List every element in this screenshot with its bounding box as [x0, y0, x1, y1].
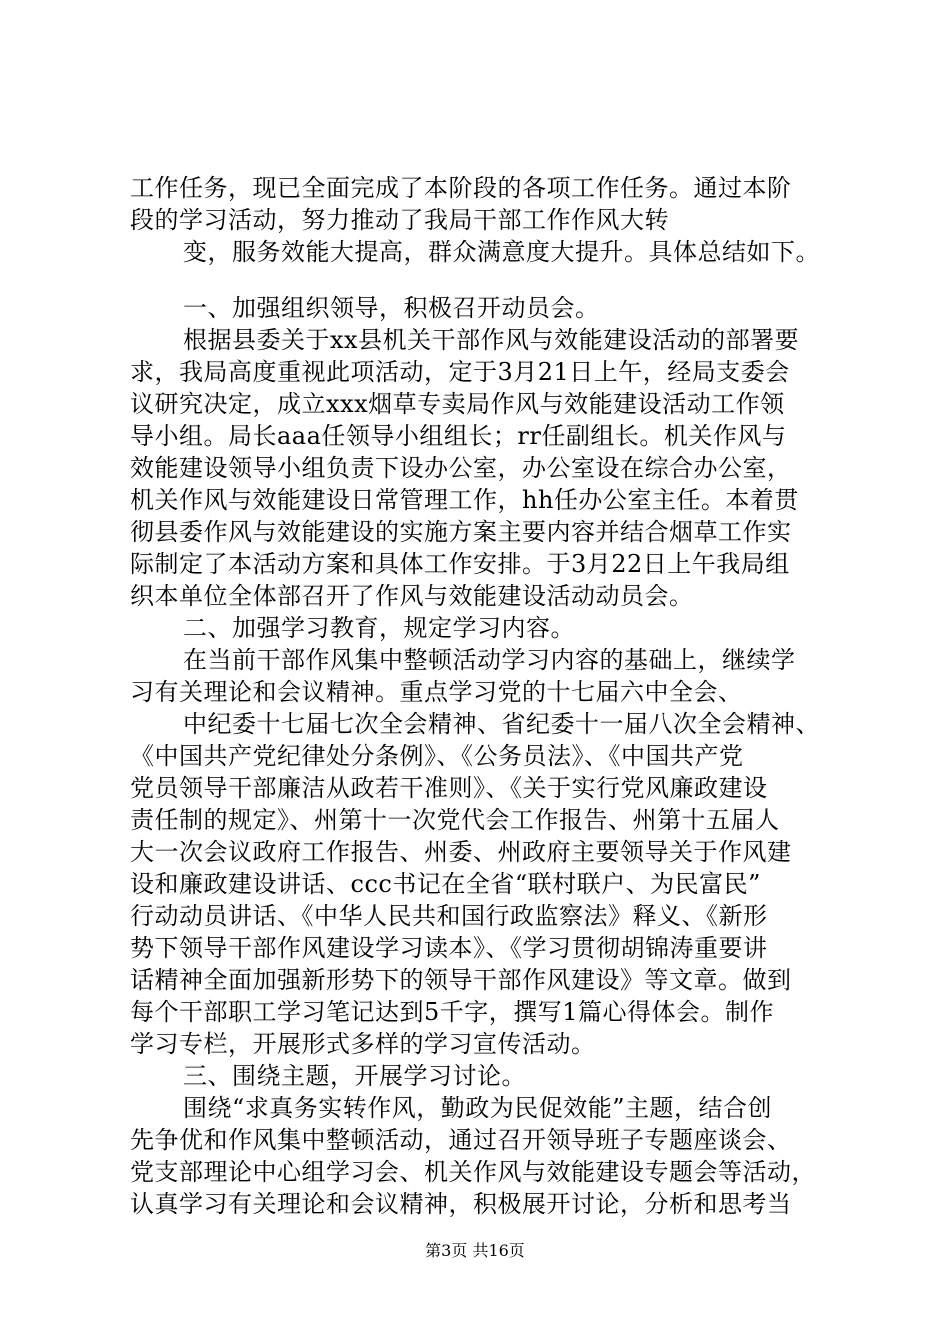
text-line: 《中国共产党纪律处分条例》、《公务员法》、《中国共产党: [130, 742, 744, 770]
text-line: 机关作风与效能建设日常管理工作，hh任办公室主任。本着贯: [130, 486, 799, 514]
text-line: 设和廉政建设讲话、ccc书记在全省“联村联户、为民富民”: [130, 870, 761, 898]
section-heading: 三、围绕主题，开展学习讨论。: [183, 1062, 526, 1090]
text-line: 围绕“求真务实转作风，勤政为民促效能”主题，结合创: [183, 1094, 773, 1122]
text-line: 认真学习有关理论和会议精神，积极展开讨论，分析和思考当: [130, 1190, 792, 1218]
paragraph-gap: [130, 268, 850, 292]
text-line: 习有关理论和会议精神。重点学习党的十七届六中全会、: [130, 678, 743, 706]
text-line: 段的学习活动，努力推动了我局干部工作作风大转: [130, 206, 669, 234]
text-line: 织本单位全体部召开了作风与效能建设活动动员会。: [130, 582, 694, 610]
text-line: 在当前干部作风集中整顿活动学习内容的基础上，继续学: [183, 646, 796, 674]
text-line: 党支部理论中心组学习会、机关作风与效能建设专题会等活动，: [130, 1158, 816, 1186]
text-line: 党员领导干部廉洁从政若干准则》、《关于实行党风廉政建设: [130, 774, 768, 802]
text-line: 每个干部职工学习笔记达到5千字，撰写1篇心得体会。制作: [130, 998, 775, 1026]
text-line: 导小组。局长aaa任领导小组组长；rr任副组长。机关作风与: [130, 422, 787, 450]
text-line: 大一次会议政府工作报告、州委、州政府主要领导关于作风建: [130, 838, 792, 866]
text-line: 变，服务效能大提高，群众满意度大提升。具体总结如下。: [183, 238, 820, 266]
text-line: 求，我局高度重视此项活动，定于3月21日上午，经局支委会: [130, 358, 790, 386]
text-line: 议研究决定，成立xxx烟草专卖局作风与效能建设活动工作领: [130, 390, 785, 418]
text-line: 效能建设领导小组负责下设办公室，办公室设在综合办公室，: [130, 454, 792, 482]
document-body: [130, 172, 850, 1220]
text-line: 先争优和作风集中整顿活动，通过召开领导班子专题座谈会、: [130, 1126, 792, 1154]
text-line: 话精神全面加强新形势下的领导干部作风建设》等文章。做到: [130, 966, 792, 994]
text-line: 责任制的规定》、州第十一次党代会工作报告、州第十五届人: [130, 806, 780, 834]
text-line: 学习专栏，开展形式多样的学习宣传活动。: [130, 1030, 596, 1058]
text-line: 彻县委作风与效能建设的实施方案主要内容并结合烟草工作实: [130, 518, 792, 546]
page-number-footer: 第3页 共16页: [425, 1241, 525, 1260]
text-line: 势下领导干部作风建设学习读本》、《学习贯彻胡锦涛重要讲: [130, 934, 768, 962]
text-line: 根据县委关于xx县机关干部作风与效能建设活动的部署要: [183, 326, 800, 354]
section-heading: 二、加强学习教育，规定学习内容。: [183, 614, 575, 642]
text-line: 中纪委十七届七次全会精神、省纪委十一届八次全会精神、: [183, 710, 820, 738]
text-line: 工作任务，现已全面完成了本阶段的各项工作任务。通过本阶: [130, 174, 792, 202]
text-line: 行动动员讲话、《中华人民共和国行政监察法》释义、《新形: [130, 902, 768, 930]
section-heading: 一、加强组织领导，积极召开动员会。: [183, 294, 600, 322]
text-line: 际制定了本活动方案和具体工作安排。于3月22日上午我局组: [130, 550, 790, 578]
